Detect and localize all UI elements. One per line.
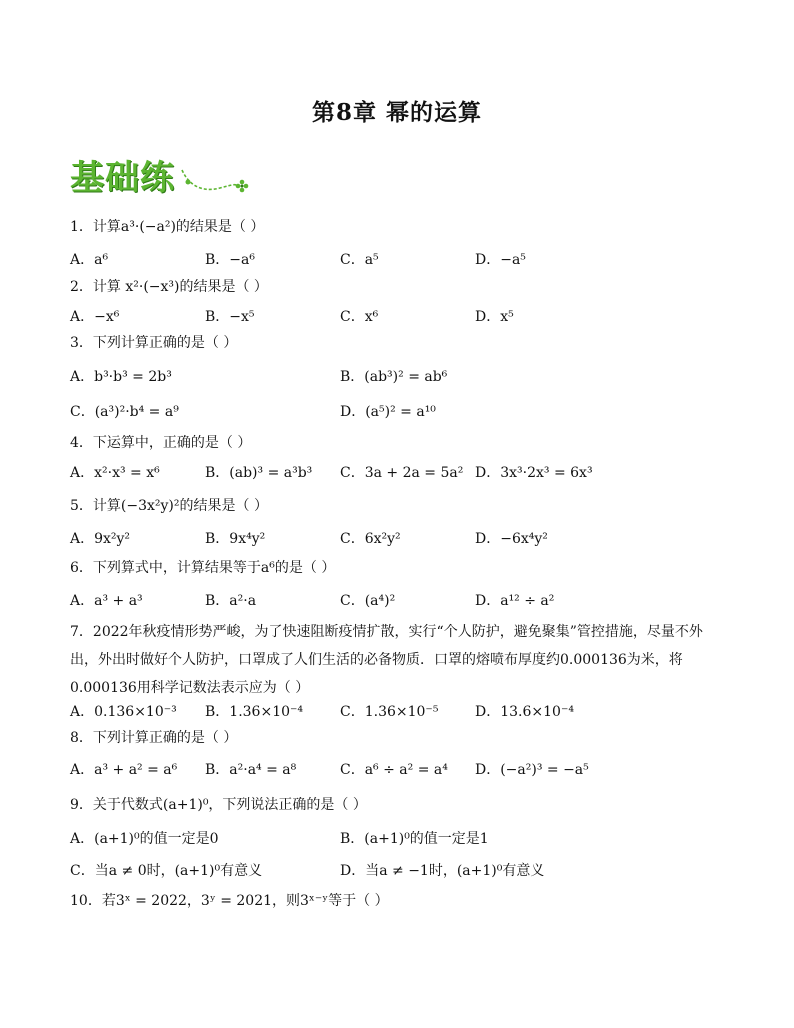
question-3-stem: 3．下列计算正确的是（ ） bbox=[70, 335, 238, 351]
question-5-option-c[interactable]: C．6x²y² bbox=[340, 531, 401, 547]
vine-decoration-icon bbox=[180, 168, 250, 198]
question-8-option-d[interactable]: D．(−a²)³ = −a⁵ bbox=[475, 762, 589, 778]
question-8-option-c[interactable]: C．a⁶ ÷ a² = a⁴ bbox=[340, 762, 448, 778]
page-title: 第8章 幂的运算 bbox=[311, 99, 482, 126]
question-6-option-b[interactable]: B．a²·a bbox=[205, 593, 257, 609]
question-6-option-c[interactable]: C．(a⁴)² bbox=[340, 593, 396, 609]
question-2-option-a[interactable]: A．−x⁶ bbox=[70, 309, 120, 325]
question-9-option-d[interactable]: D．当a ≠ −1时，(a+1)⁰有意义 bbox=[340, 863, 545, 879]
question-2-option-c[interactable]: C．x⁶ bbox=[340, 309, 379, 325]
question-5-option-d[interactable]: D．−6x⁴y² bbox=[475, 531, 548, 547]
question-7-stem: 7．2022年秋疫情形势严峻，为了快速阻断疫情扩散，实行“个人防护，避免聚集”管控措施，尽量不外出，外出时做好个人防护，口罩成了人们生活的必备物质．口罩的熔喷布厚度约0.000136为米，将0.000136用科学记数法表示应为（ ） bbox=[70, 624, 703, 696]
question-3-option-a[interactable]: A．b³·b³ = 2b³ bbox=[70, 369, 172, 385]
question-1-stem: 1．计算a³·(−a²)的结果是（ ） bbox=[70, 219, 265, 235]
question-8-option-a[interactable]: A．a³ + a² = a⁶ bbox=[70, 762, 178, 778]
question-9-stem: 9．关于代数式(a+1)⁰，下列说法正确的是（ ） bbox=[70, 797, 367, 813]
question-6-stem: 6．下列算式中，计算结果等于a⁶的是（ ） bbox=[70, 560, 336, 576]
question-7-option-a[interactable]: A．0.136×10⁻³ bbox=[70, 704, 177, 720]
question-1-option-c[interactable]: C．a⁵ bbox=[340, 252, 379, 268]
banner-label: 基础练 bbox=[70, 158, 175, 198]
question-2-stem: 2．计算 x²·(−x³)的结果是（ ） bbox=[70, 279, 268, 295]
question-9-option-a[interactable]: A．(a+1)⁰的值一定是0 bbox=[70, 831, 219, 847]
question-2-option-d[interactable]: D．x⁵ bbox=[475, 309, 514, 325]
question-1-option-a[interactable]: A．a⁶ bbox=[70, 252, 109, 268]
question-9-option-b[interactable]: B．(a+1)⁰的值一定是1 bbox=[340, 831, 489, 847]
question-4-option-a[interactable]: A．x²·x³ = x⁶ bbox=[70, 465, 160, 481]
question-3-option-d[interactable]: D．(a⁵)² = a¹⁰ bbox=[340, 404, 436, 420]
question-7-option-b[interactable]: B．1.36×10⁻⁴ bbox=[205, 704, 304, 720]
question-1-option-b[interactable]: B．−a⁶ bbox=[205, 252, 255, 268]
question-8-option-b[interactable]: B．a²·a⁴ = a⁸ bbox=[205, 762, 297, 778]
question-5-option-b[interactable]: B．9x⁴y² bbox=[205, 531, 266, 547]
question-3-option-c[interactable]: C．(a³)²·b⁴ = a⁹ bbox=[70, 404, 179, 420]
question-8-stem: 8．下列计算正确的是（ ） bbox=[70, 730, 238, 746]
question-4-stem: 4．下运算中，正确的是（ ） bbox=[70, 435, 252, 451]
question-10-stem: 10．若3ˣ = 2022，3ʸ = 2021，则3ˣ⁻ʸ等于（ ） bbox=[70, 893, 389, 909]
question-9-option-c[interactable]: C．当a ≠ 0时，(a+1)⁰有意义 bbox=[70, 863, 263, 879]
question-7-option-d[interactable]: D．13.6×10⁻⁴ bbox=[475, 704, 574, 720]
question-7-option-c[interactable]: C．1.36×10⁻⁵ bbox=[340, 704, 439, 720]
question-2-option-b[interactable]: B．−x⁵ bbox=[205, 309, 255, 325]
question-6-option-a[interactable]: A．a³ + a³ bbox=[70, 593, 143, 609]
question-1-option-d[interactable]: D．−a⁵ bbox=[475, 252, 526, 268]
question-6-option-d[interactable]: D．a¹² ÷ a² bbox=[475, 593, 555, 609]
section-banner bbox=[70, 150, 270, 200]
question-4-option-b[interactable]: B．(ab)³ = a³b³ bbox=[205, 465, 313, 481]
question-5-stem: 5．计算(−3x²y)²的结果是（ ） bbox=[70, 498, 268, 514]
question-5-option-a[interactable]: A．9x²y² bbox=[70, 531, 131, 547]
question-4-option-d[interactable]: D．3x³·2x³ = 6x³ bbox=[475, 465, 593, 481]
question-3-option-b[interactable]: B．(ab³)² = ab⁶ bbox=[340, 369, 448, 385]
question-4-option-c[interactable]: C．3a + 2a = 5a² bbox=[340, 465, 464, 481]
